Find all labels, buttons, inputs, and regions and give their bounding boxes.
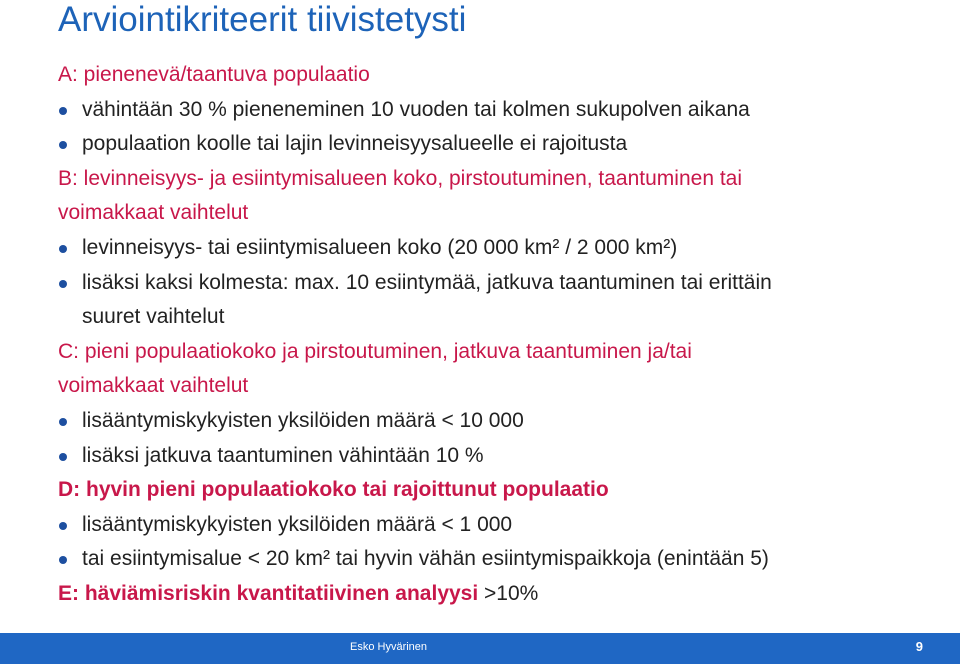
bullet-text: lisääntymiskykyisten yksilöiden määrä < 10 000 bbox=[82, 408, 524, 432]
criterion-c-bullet-2 bbox=[58, 439, 938, 474]
criterion-d-heading: D: hyvin pieni populaatiokoko tai rajoittunut populaatio bbox=[58, 478, 609, 502]
bullet-dot-icon bbox=[59, 556, 67, 564]
criterion-e-threshold: >10% bbox=[478, 581, 539, 605]
bullet-text: populaation koolle tai lajin levinneisyysalueelle ei rajoitusta bbox=[82, 132, 628, 156]
criterion-a-heading: A: pienenevä/taantuva populaatio bbox=[58, 63, 370, 86]
slide-content bbox=[58, 58, 938, 612]
criterion-d-bullet-2 bbox=[58, 542, 938, 577]
bullet-text: tai esiintymisalue < 20 km² tai hyvin vähän esiintymispaikkoja (enintään 5) bbox=[82, 547, 769, 571]
criterion-a-bullet-1 bbox=[58, 93, 938, 128]
footer-bar bbox=[0, 633, 960, 664]
bullet-text: levinneisyys- tai esiintymisalueen koko (20 000 km² / 2 000 km²) bbox=[82, 235, 678, 259]
slide-title: Arviointikriteerit tiivistetysti bbox=[58, 0, 467, 39]
criterion-c-bullet-1 bbox=[58, 404, 938, 439]
criterion-d-bullet-1 bbox=[58, 508, 938, 543]
criterion-b-heading-line-2: voimakkaat vaihtelut bbox=[58, 201, 249, 225]
bullet-dot-icon bbox=[59, 522, 67, 530]
bullet-dot-icon bbox=[59, 107, 67, 115]
bullet-text: vähintään 30 % pieneneminen 10 vuoden tai kolmen sukupolven aikana bbox=[82, 97, 750, 121]
bullet-dot-icon bbox=[59, 141, 67, 149]
bullet-dot-icon bbox=[59, 280, 67, 288]
criterion-e-label: E: häviämisriskin kvantitatiivinen analyysi bbox=[58, 581, 479, 605]
bullet-text: lisäksi kaksi kolmesta: max. 10 esiintymää, jatkuva taantuminen tai erittäin bbox=[82, 270, 772, 294]
bullet-dot-icon bbox=[59, 418, 67, 426]
bullet-dot-icon bbox=[59, 453, 67, 461]
criterion-a-bullet-2 bbox=[58, 127, 938, 162]
bullet-text: lisääntymiskykyisten yksilöiden määrä < 1 000 bbox=[82, 512, 513, 536]
criterion-b-bullet-2 bbox=[58, 266, 938, 301]
criterion-c-heading-line-2: voimakkaat vaihtelut bbox=[58, 374, 249, 398]
bullet-text: lisäksi jatkuva taantuminen vähintään 10 % bbox=[82, 443, 484, 467]
criterion-c-heading-line-1: C: pieni populaatiokoko ja pirstoutuminen, jatkuva taantuminen ja/tai bbox=[58, 339, 692, 363]
criterion-e-heading bbox=[58, 577, 938, 612]
bullet-dot-icon bbox=[59, 245, 67, 253]
footer-author: Esko Hyvärinen bbox=[350, 641, 428, 653]
criterion-b-bullet-2-continuation: suuret vaihtelut bbox=[82, 305, 225, 329]
page-number: 9 bbox=[915, 639, 923, 654]
criterion-b-bullet-1 bbox=[58, 231, 938, 266]
criterion-b-heading-line-1: B: levinneisyys- ja esiintymisalueen koko, pirstoutuminen, taantuminen tai bbox=[58, 166, 743, 190]
